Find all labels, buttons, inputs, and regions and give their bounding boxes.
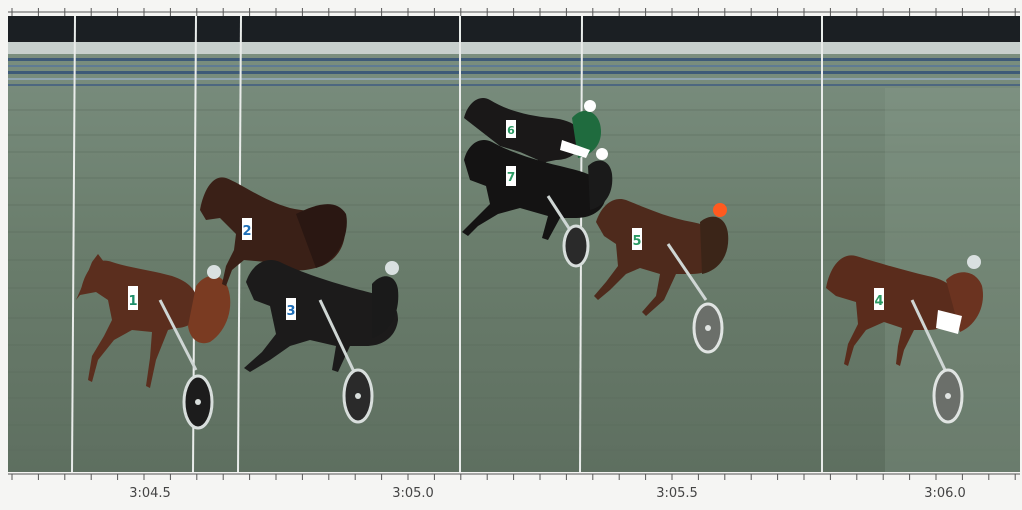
outer-rail — [8, 16, 1020, 42]
time-label-1: 3:04.5 — [129, 486, 171, 501]
horse-5-driver-helmet — [713, 203, 727, 217]
horse-1-bib: 1 — [128, 294, 138, 309]
horse-3-bib: 3 — [286, 304, 296, 319]
horse-4-bib: 4 — [874, 294, 884, 309]
horse-4-driver-helmet — [967, 255, 981, 269]
horse-2-bib: 2 — [242, 224, 252, 239]
horse-7-driver-helmet — [596, 148, 608, 160]
horse-7-bib: 7 — [506, 170, 516, 184]
time-label-3: 3:05.5 — [656, 486, 698, 501]
time-label-4: 3:06.0 — [924, 486, 966, 501]
horse-6-driver-helmet — [584, 100, 596, 112]
horse-6-bib: 6 — [507, 124, 515, 137]
time-label-2: 3:05.0 — [392, 486, 434, 501]
horse-3-driver-helmet — [385, 261, 399, 275]
horse-5-bib: 5 — [632, 234, 642, 249]
horse-1-driver-helmet — [207, 265, 221, 279]
